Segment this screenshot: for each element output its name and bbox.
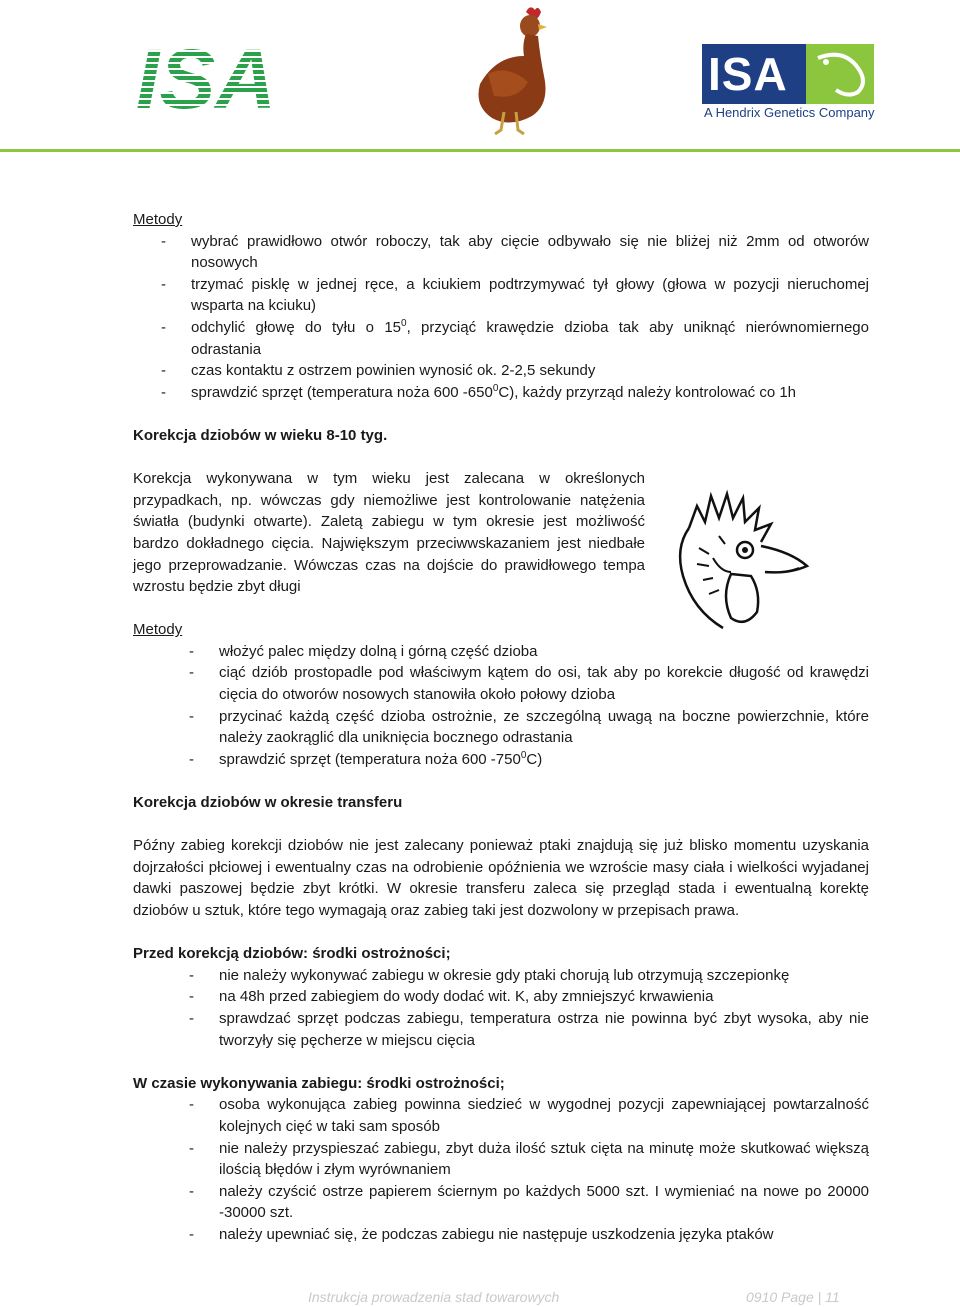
list-item: - należy czyścić ostrze papierem ściernym po każdych 5000 szt. I wymieniać na nowe po 20000 -30000 szt. [133, 1181, 869, 1224]
list-item: - należy upewniać się, że podczas zabiegu nie następuje uszkodzenia języka ptaków [133, 1224, 869, 1246]
section-paragraph: Późny zabieg korekcji dziobów nie jest zalecany ponieważ ptaki znajdują się już blisko momentu uzyskania dojrzałości płciowej i ewentualny czas na odrobienie opóźnienia we wzroście masy ciała i wielkości wyjadanej dawki paszowej będzie zbyt krótki. W okresie transferu zaleca się przegląd stada i ewentualną korektę dziobów u sztuk, które tego wymagają oraz zabieg taki jest dozwolony w przepisach prawa. [133, 837, 869, 919]
section-heading-before: Przed korekcją dziobów: środki ostrożności; [133, 945, 451, 963]
footer-title: Instrukcja prowadzenia stad towarowych [308, 1289, 560, 1305]
isa-hendrix-logo [702, 44, 878, 124]
precautions-during-list [133, 1094, 869, 1245]
rooster-head-illustration [669, 488, 811, 630]
page-header [0, 0, 960, 156]
methods-list-2 [133, 641, 869, 771]
list-item: - nie należy wykonywać zabiegu w okresie gdy ptaki chorują lub otrzymują szczepionkę [133, 965, 869, 987]
logo-tagline: A Hendrix Genetics Company [704, 105, 875, 120]
list-item: - trzymać pisklę w jednej ręce, a kciukiem podtrzymywać tył głowy (głowa w pozycji nieruchomej wsparta na kciuku) [133, 274, 869, 317]
section-8-10-body [133, 468, 869, 598]
list-item: - odchylić głowę do tyłu o $15^0$, przyciąć krawędzie dzioba tak aby uniknąć nierównomiernego odrastania [133, 317, 869, 360]
hen-image [468, 4, 550, 136]
list-item: - przycinać każdą część dzioba ostrożnie, ze szczególną uwagą na boczne powierzchnie, które należy zaokrąglić dla uniknięcia bocznego odrastania [133, 706, 869, 749]
list-item: - na 48h przed zabiegiem do wody dodać wit. K, aby zmniejszyć krwawienia [133, 986, 869, 1008]
list-item: - wybrać prawidłowo otwór roboczy, tak aby cięcie odbywało się nie bliżej niż 2mm od otworów nosowych [133, 231, 869, 274]
list-item: - osoba wykonująca zabieg powinna siedzieć w wygodnej pozycji zapewniającej powtarzalność kolejnych cięć w taki sam sposób [133, 1094, 869, 1137]
list-item: - nie należy przyspieszać zabiegu, zbyt duża ilość sztuk cięta na minutę może skutkować większą ilością błędów i złym wyrównaniem [133, 1138, 869, 1181]
section-heading-transfer: Korekcja dziobów w okresie transferu [133, 794, 403, 812]
methods-list-1 [133, 231, 869, 404]
list-item: - sprawdzić sprzęt (temperatura noża 600 $-750^0C$) [133, 749, 869, 771]
section-heading-during: W czasie wykonywania zabiegu: środki ostrożności; [133, 1074, 505, 1092]
methods-heading-1: Metody [133, 211, 183, 228]
header-divider [0, 149, 960, 152]
logo-right-text: ISA [708, 48, 788, 100]
list-item: - sprawdzić sprzęt (temperatura noża 600 $-650^0C$), każdy przyrząd należy kontrolować co 1h [133, 382, 869, 404]
footer-page-number: 0910 Page | 11 [746, 1289, 840, 1305]
section-paragraph: Korekcja wykonywana w tym wieku jest zalecana w określonych przypadkach, np. wówczas gdy niemożliwe jest kontrolowanie natężenia światła (budynki otwarte). Zaletą zabiegu w tym okresie jest możliwość bardzo dokładnego cięcia. Największym przeciwwskazaniem jest niedbałe jego przeprowadzanie. Wówczas czas na dojście do prawidłowego tempa wzrostu będzie zbyt długi [133, 470, 645, 596]
list-item: - czas kontaktu z ostrzem powinien wynosić ok. 2-2,5 sekundy [133, 360, 869, 382]
document-body [133, 209, 869, 1246]
isa-logo-left [136, 40, 302, 112]
list-item: - włożyć palec między dolną i górną część dzioba [133, 641, 869, 663]
hen-outline-icon [812, 50, 870, 98]
methods-heading-2: Metody [133, 621, 183, 639]
list-item: - sprawdzać sprzęt podczas zabiegu, temperatura ostrza nie powinna być zbyt wysoka, aby nie tworzyły się pęcherze w miejscu cięcia [133, 1008, 869, 1051]
list-item: - ciąć dziób prostopadle pod właściwym kątem do osi, tak aby po korekcie długość od krawędzi cięcia do otworów nosowych stanowiła około połowy dzioba [133, 662, 869, 705]
precautions-before-list [133, 965, 869, 1051]
section-heading-8-10: Korekcja dziobów w wieku 8-10 tyg. [133, 426, 388, 444]
